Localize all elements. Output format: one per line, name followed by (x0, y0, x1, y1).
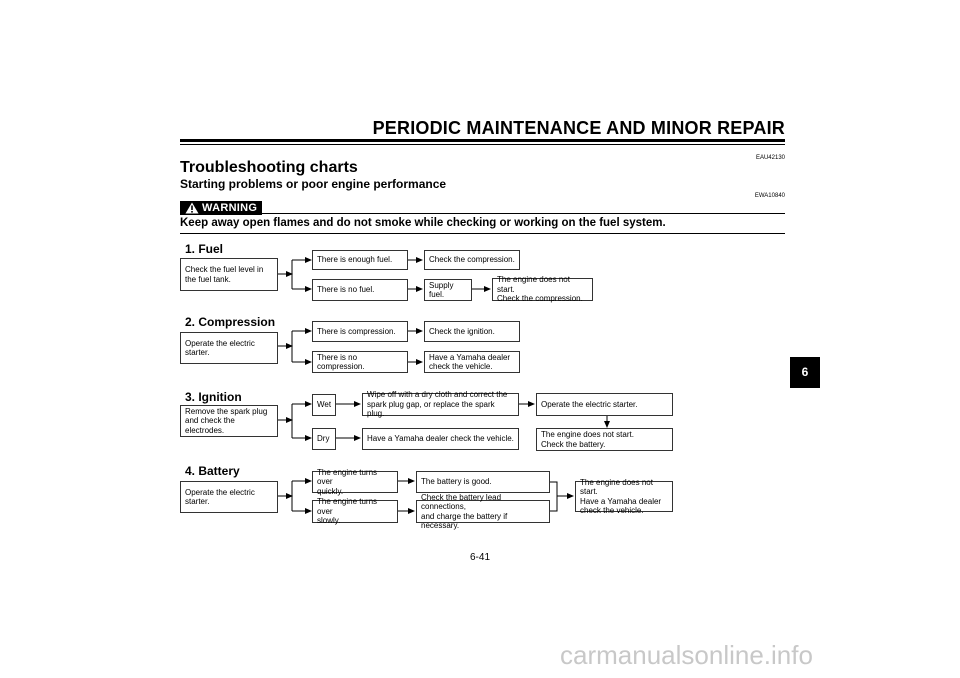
warning-label: WARNING (202, 202, 258, 214)
battery-section-title: 4. Battery (185, 464, 240, 478)
battery-start-box: Operate the electric starter. (180, 481, 278, 513)
compression-section-title: 2. Compression (185, 315, 276, 329)
chapter-tab: 6 (790, 357, 820, 388)
section-code: EAU42130 (755, 155, 785, 161)
ignition-wet-box: Wet (312, 394, 336, 416)
ignition-start-box: Remove the spark plug and check the electrodes. (180, 405, 278, 437)
compression-yes-box: There is compression. (312, 321, 408, 342)
compression-start-box: Operate the electric starter. (180, 332, 278, 364)
battery-check-leads-box: Check the battery lead connections, and charge the battery if necessary. (416, 500, 550, 523)
ignition-wet-action-box: Wipe off with a dry cloth and correct the spark plug gap, or replace the spark plug. (362, 393, 519, 416)
ignition-dry-box: Dry (312, 428, 336, 450)
page-header-title: PERIODIC MAINTENANCE AND MINOR REPAIR (372, 118, 785, 138)
compression-no-box: There is no compression. (312, 351, 408, 373)
section-subtitle: Starting problems or poor engine performance (180, 177, 447, 191)
fuel-section-title: 1. Fuel (185, 242, 224, 256)
battery-slow-box: The engine turns over slowly. (312, 500, 398, 523)
warning-code: EWA10840 (754, 193, 785, 199)
page-number: 6-41 (469, 552, 490, 563)
compression-dealer-box: Have a Yamaha dealer check the vehicle. (424, 351, 520, 373)
fuel-check-compression-box: Check the compression. (424, 250, 520, 270)
warning-text: Keep away open flames and do not smoke while checking or working on the fuel system. (180, 217, 666, 229)
watermark: carmanualsonline.info (560, 640, 813, 670)
compression-check-ignition-box: Check the ignition. (424, 321, 520, 342)
ignition-result-box: The engine does not start. Check the battery. (536, 428, 673, 451)
battery-result-box: The engine does not start. Have a Yamaha dealer check the vehicle. (575, 481, 673, 512)
fuel-none-box: There is no fuel. (312, 279, 408, 301)
ignition-operate-starter-box: Operate the electric starter. (536, 393, 673, 416)
battery-quick-box: The engine turns over quickly. (312, 471, 398, 493)
battery-good-box: The battery is good. (416, 471, 550, 493)
fuel-result-box: The engine does not start. Check the compression. (492, 278, 593, 301)
fuel-enough-box: There is enough fuel. (312, 250, 408, 270)
section-title: Troubleshooting charts (180, 159, 358, 176)
ignition-section-title: 3. Ignition (185, 390, 242, 404)
fuel-supply-box: Supply fuel. (424, 279, 472, 301)
fuel-start-box: Check the fuel level in the fuel tank. (180, 258, 278, 291)
ignition-dry-action-box: Have a Yamaha dealer check the vehicle. (362, 428, 519, 450)
